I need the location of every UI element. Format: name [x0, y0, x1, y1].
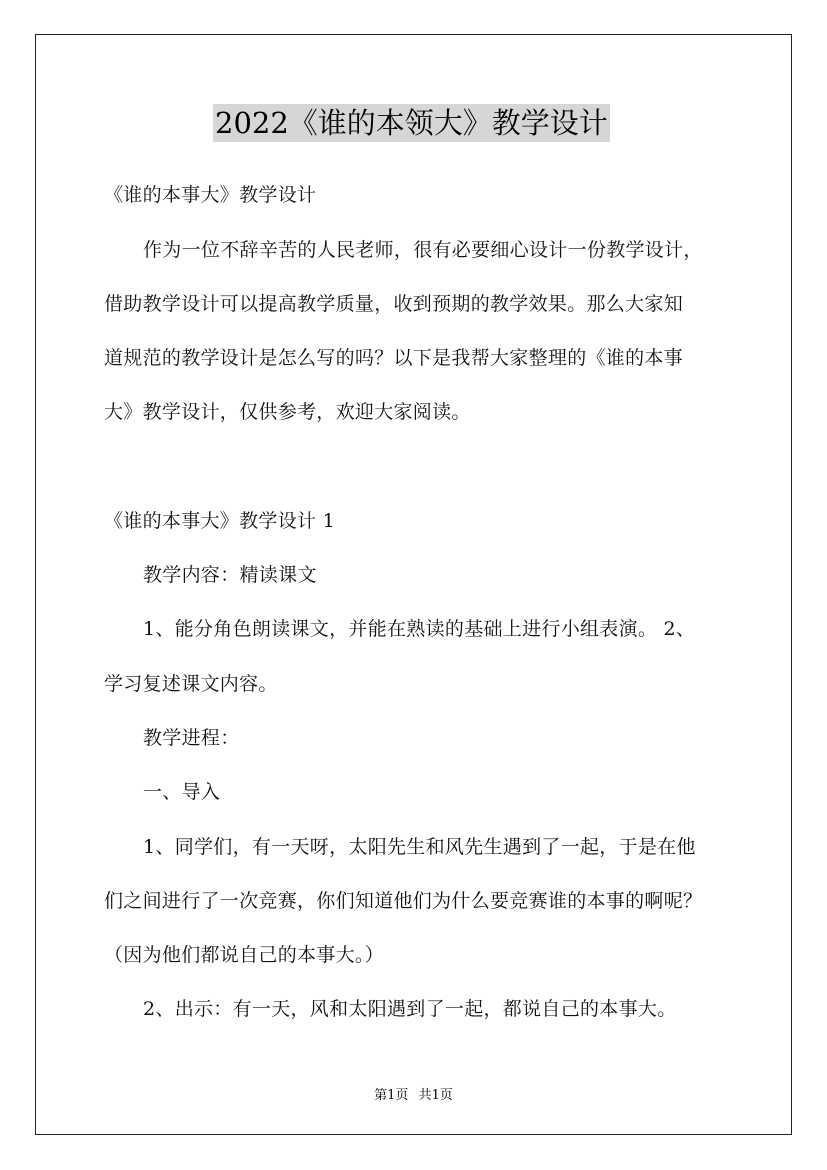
paragraph-line: 教学内容：精读课文 [143, 564, 317, 586]
paragraph-line: 借助教学设计可以提高教学质量，收到预期的教学效果。那么大家知 [104, 293, 684, 315]
paragraph-line: 1、同学们，有一天呀，太阳先生和风先生遇到了一起，于是在他 [143, 836, 696, 858]
paragraph-line: 们之间进行了一次竞赛，你们知道他们为什么要竞赛谁的本事的啊呢？ [104, 890, 703, 912]
paragraph-line: 道规范的教学设计是怎么写的吗？以下是我帮大家整理的《谁的本事 [104, 347, 684, 369]
paragraph-line: 1、能分角色朗读课文，并能在熟读的基础上进行小组表演。 2、 [143, 618, 696, 640]
paragraph-line: （因为他们都说自己的本事大。） [104, 944, 385, 966]
document-title: 2022《谁的本领大》教学设计 [215, 106, 608, 140]
paragraph-line: 作为一位不辞辛苦的人民老师，很有必要细心设计一份教学设计， [143, 239, 703, 261]
paragraph-line: 大》教学设计，仅供参考，欢迎大家阅读。 [104, 401, 471, 423]
paragraph-line: 2、出示：有一天，风和太阳遇到了一起，都说自己的本事大。 [143, 998, 677, 1020]
page-footer [0, 1084, 827, 1103]
paragraph-line: 教学进程： [143, 727, 240, 749]
paragraph-line: 一、导入 [143, 781, 221, 803]
section-heading: 《谁的本事大》教学设计 1 [104, 510, 336, 532]
paragraph-line: 学习复述课文内容。 [104, 673, 278, 695]
section-heading: 《谁的本事大》教学设计 [104, 184, 317, 206]
page-total: 共1页 [418, 1088, 453, 1103]
page-number: 第1页 [374, 1088, 409, 1103]
